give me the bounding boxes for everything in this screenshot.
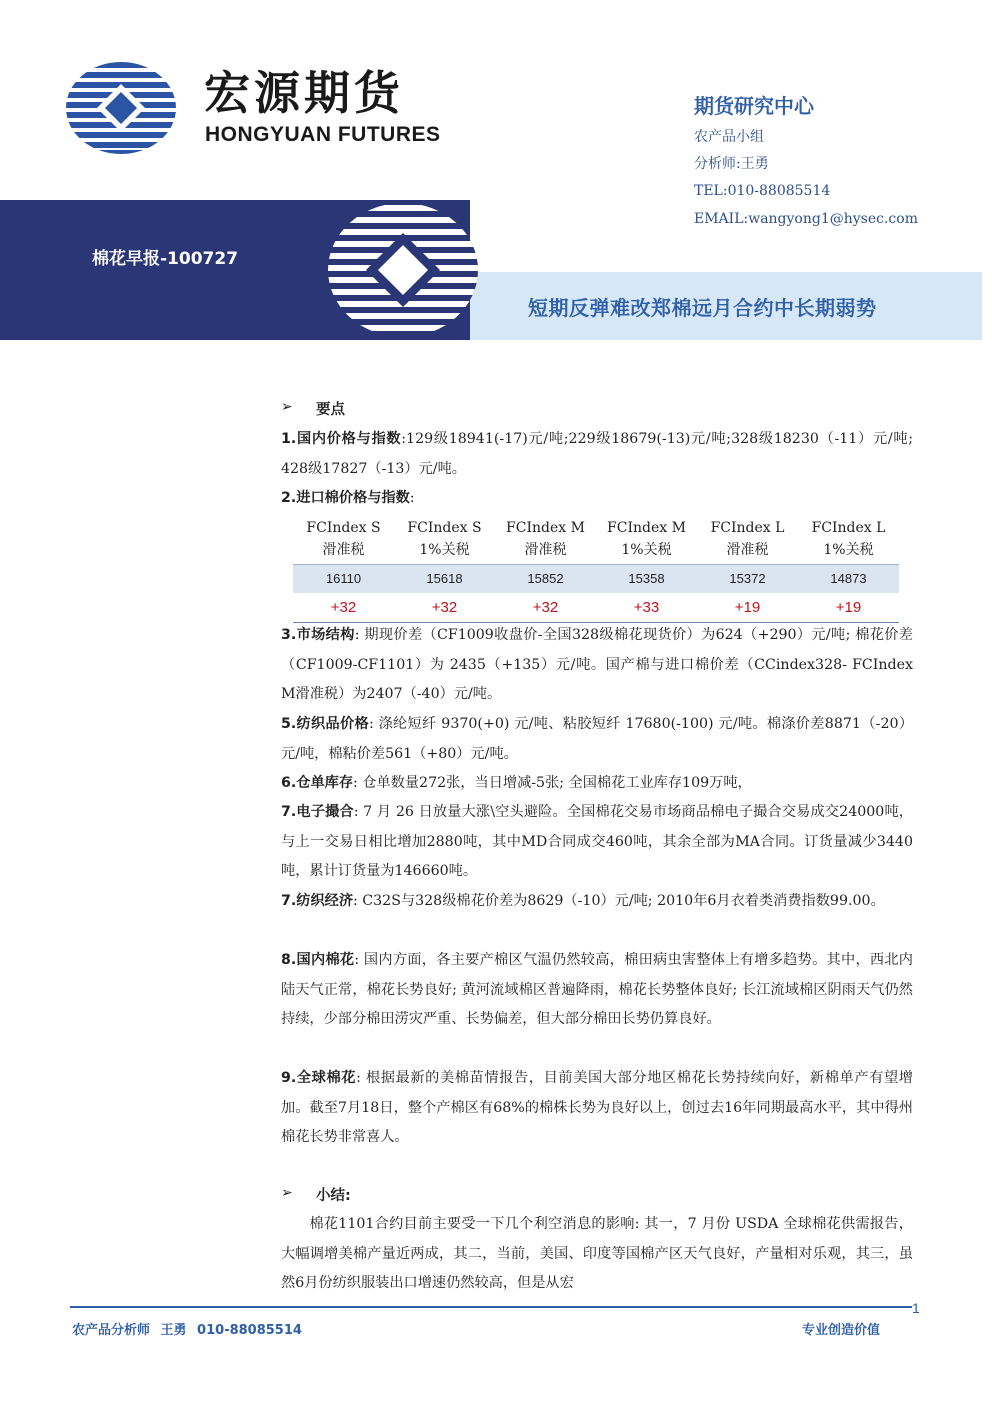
footer-divider xyxy=(70,1306,912,1308)
arrow-bullet-icon: ➢ xyxy=(281,1185,293,1201)
table-value-cell: 15372 xyxy=(697,564,798,593)
table-value-cell: 15618 xyxy=(394,564,495,593)
section-text: : xyxy=(409,490,415,506)
section-label: 6.仓单库存 xyxy=(281,775,354,791)
section-text: : 期现价差（CF1009收盘价-全国328级棉花现货价）为624（+290）元/吨; 棉花价差（CF1009-CF1101）为 2435（+135）元/吨。国产棉与进口棉价差（CCindex328- FCIndex M滑准税）为2407（-40）元/吨。 xyxy=(281,627,913,702)
section-label: 5.纺织品价格 xyxy=(281,716,369,732)
section-global-cotton xyxy=(281,1064,913,1153)
summary-text: 棉花1101合约目前主要受一下几个利空消息的影响: 其一，7 月份 USDA 全球棉花供需报告，大幅调增美棉产量近两成，其二，当前，美国、印度等国棉产区天气良好，产量相对乐观，其三，虽然6月份纺织服装出口增速仍然较高，但是从宏 xyxy=(281,1216,913,1291)
table-header-cell: FCIndex S 1%关税 xyxy=(407,519,482,558)
section-text: : 国内方面，各主要产棉区气温仍然较高，棉田病虫害整体上有增多趋势。其中，西北内陆天气正常，棉花长势良好; 黄河流域棉区普遍降雨，棉花长势整体良好; 长江流域棉区阴雨天气仍然持续，少部分棉田涝灾严重、长势偏差，但大部分棉田长势仍算良好。 xyxy=(281,952,913,1027)
table-value-cell: 15852 xyxy=(495,564,596,593)
table-header-cell: FCIndex S 滑准税 xyxy=(306,519,381,558)
section-label: 7.纺织经济 xyxy=(281,893,354,909)
section-text: : C32S与328级棉花价差为8629（-10）元/吨; 2010年6月衣着类消费指数99.00。 xyxy=(353,893,885,909)
table-header-cell: FCIndex L 滑准税 xyxy=(710,519,785,558)
table-change-cell: +32 xyxy=(495,593,596,622)
hongyuan-logo-icon xyxy=(66,62,176,154)
banner-emblem-icon xyxy=(328,203,478,337)
section-label: 8.国内棉花 xyxy=(281,952,355,968)
company-name-en: HONGYUAN FUTURES xyxy=(205,123,441,146)
table-change-cell: +19 xyxy=(697,593,798,622)
section-textile-economy xyxy=(281,887,913,917)
company-name-cn: 宏源期货 xyxy=(204,66,404,120)
section-label: 2.进口棉价格与指数 xyxy=(281,490,410,506)
fcindex-table xyxy=(293,514,899,623)
section-text: :129级18941(-17)元/吨;229级18679(-13)元/吨;328级18230（-11）元/吨; 428级17827（-13）元/吨。 xyxy=(281,431,914,477)
table-header-cell: FCIndex L 1%关税 xyxy=(811,519,886,558)
summary-heading: 小结: xyxy=(316,1188,351,1204)
section-label: 7.电子撮合 xyxy=(281,804,354,820)
table-row xyxy=(293,593,899,622)
table-value-cell: 15358 xyxy=(596,564,697,593)
section-text: : 7 月 26 日放量大涨\空头避险。全国棉花交易市场商品棉电子撮合交易成交24000吨，与上一交易日相比增加2880吨，其中MD合同成交460吨，其余全部为MA合同。订货量减少3440吨，累计订货量为146660吨。 xyxy=(281,804,913,879)
table-row xyxy=(293,564,899,593)
section-import-price xyxy=(281,484,913,514)
key-points-heading: 要点 xyxy=(316,402,345,418)
report-headline: 短期反弹难改郑棉远月合约中长期弱势 xyxy=(528,296,877,320)
table-header-cell: FCIndex M 1%关税 xyxy=(607,519,686,558)
table-header-cell: FCIndex M 滑准税 xyxy=(506,519,585,558)
section-label: 1.国内价格与指数 xyxy=(281,431,402,447)
contact-email[interactable]: EMAIL:wangyong1@hysec.com xyxy=(694,211,918,227)
section-text: : 涤纶短纤 9370(+0) 元/吨、粘胶短纤 17680(-100) 元/吨。棉涤价差8871（-20）元/吨，棉粘价差561（+80）元/吨。 xyxy=(281,716,914,762)
table-value-cell: 14873 xyxy=(798,564,899,593)
table-value-cell: 16110 xyxy=(293,564,394,593)
page-number: 1 xyxy=(912,1300,920,1316)
section-domestic-cotton xyxy=(281,946,913,1035)
contact-tel: TEL:010-88085514 xyxy=(694,183,831,199)
section-domestic-price xyxy=(281,425,913,484)
group-name: 农产品小组 xyxy=(694,129,764,145)
table-change-cell: +32 xyxy=(394,593,495,622)
section-text: : 根据最新的美棉苗情报告，目前美国大部分地区棉花长势持续向好，新棉单产有望增加。截至7月18日，整个产棉区有68%的棉株长势为良好以上，创过去16年同期最高水平，其中得州棉花长势非常喜人。 xyxy=(281,1070,913,1145)
footer-analyst-info: 农产品分析师 王勇 010-88085514 xyxy=(72,1323,302,1338)
section-label: 3.市场结构 xyxy=(281,627,355,643)
footer-slogan: 专业创造价值 xyxy=(802,1323,881,1338)
section-market-structure xyxy=(281,621,913,710)
table-change-cell: +32 xyxy=(293,593,394,622)
report-title: 棉花早报-100727 xyxy=(92,249,239,269)
research-center-title: 期货研究中心 xyxy=(694,94,814,118)
section-label: 9.全球棉花 xyxy=(281,1070,357,1086)
section-electronic-matching xyxy=(281,798,913,887)
section-warehouse-stock xyxy=(281,769,913,799)
table-change-cell: +33 xyxy=(596,593,697,622)
analyst-name: 分析师:王勇 xyxy=(694,156,769,172)
table-change-cell: +19 xyxy=(798,593,899,622)
arrow-bullet-icon: ➢ xyxy=(281,399,293,415)
section-text: : 仓单数量272张，当日增减-5张; 全国棉花工业库存109万吨， xyxy=(353,775,752,791)
section-textile-price xyxy=(281,710,913,769)
